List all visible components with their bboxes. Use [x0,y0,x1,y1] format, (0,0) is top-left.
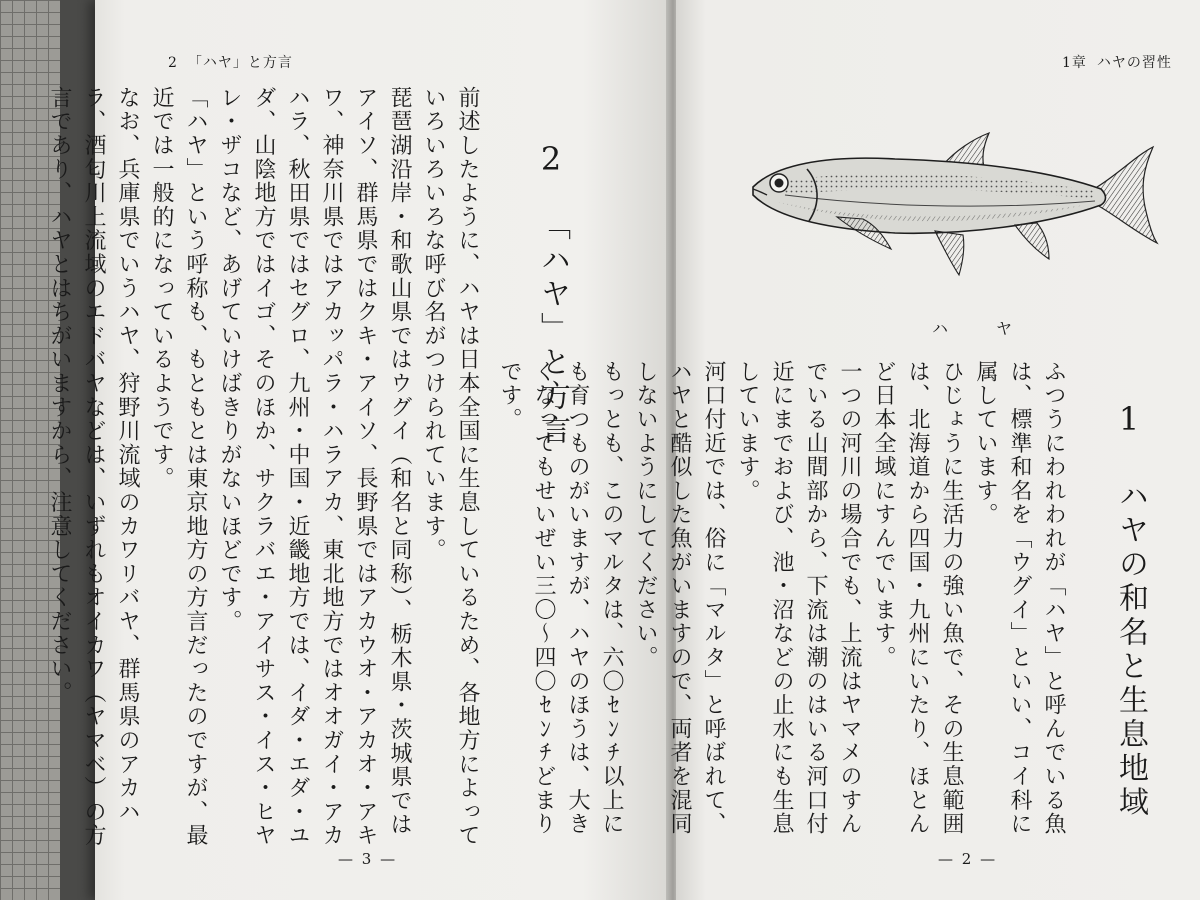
left-paragraph: 「ハヤ」という呼称も、もともとは東京地方の方言だったのですが、最近では一般的になっているようです。 [149,86,208,848]
right-section-number: 1 [1110,400,1148,438]
left-body-text [47,86,484,858]
left-paragraph: 前述したように、ハヤは日本全国に生息しているため、各地方によっていろいろいろな呼び名がつけられています。 [421,86,480,848]
left-paragraph: なお、兵庫県でいうハヤ、狩野川流域のカワリバヤ、群馬県のアカハラ、酒匂川上流域のエドバヤなどは、いずれもオイカワ（ヤマベ）の方言であり、ハヤとはちがいますから、注意してください。 [47,86,140,848]
right-paragraph: ひじょうに生活力の強い魚で、その生息範囲は、北海道から四国・九州にいたり、ほとんど日本全域にすんでいます。 [871,360,964,836]
right-paragraph: もっとも、このマルタは、六〇ｾﾝﾁ以上にも育つものがいますが、ハヤのほうは、大きくなってもせいぜい三〇～四〇ｾﾝﾁどまりです。 [497,360,624,836]
fish-caption: ハヤ [932,319,1061,338]
left-running-header [168,52,293,72]
right-header-title: ハヤの習性 [1096,55,1172,71]
right-paragraph: ふつうにわれわれが「ハヤ」と呼んでいる魚は、標準和名を「ウグイ」といい、コイ科に属しています。 [973,360,1066,836]
left-page-number: — 3 — [338,850,398,868]
left-header-number: 2 [168,55,178,71]
right-header-chapter: 1章 [1062,55,1087,71]
right-section-title: ハヤの和名と生息地域 [1113,480,1148,820]
fish-illustration [745,125,1160,285]
right-paragraph: 河口付近では、俗に「マルタ」と呼ばれて、ハヤと酷似した魚がいますので、両者を混同しないようにしてください。 [633,360,726,836]
right-page-number: — 2 — [938,850,998,868]
right-running-header [1062,52,1172,72]
left-section-title: 「ハヤ」と方言 [535,210,570,448]
right-body-text [497,360,1070,858]
left-section-number: 2 [532,140,570,178]
fish-body [753,158,1106,233]
left-paragraph: 琵琶湖沿岸・和歌山県ではウグイ（和名と同称）、栃木県・茨城県ではアイソ、群馬県ではクキ・アイソ、長野県ではアカウオ・アカオ・アキワ、神奈川県ではアカッパラ・ハラアカ、東北地方ではオオガイ・アカハラ、秋田県ではセグロ、九州・中国・近畿地方では、イダ・エダ・ユダ、山陰地方ではイゴ、そのほか、サクラバエ・アイサス・イス・ヒヤレ・ザコなど、あげていけばきりがないほどです。 [217,86,412,848]
left-header-title: 「ハヤ」と方言 [187,55,293,71]
fish-anal-fin [1015,223,1049,259]
fish-tail-fin [1097,147,1157,243]
right-paragraph: 一つの河川の場合でも、上流はヤマメのすんでいる山間部から、下流は潮のはいる河口付近にまでおよび、池・沼などの止水にも生息しています。 [735,360,862,836]
fish-pelvic-fin [935,231,964,275]
